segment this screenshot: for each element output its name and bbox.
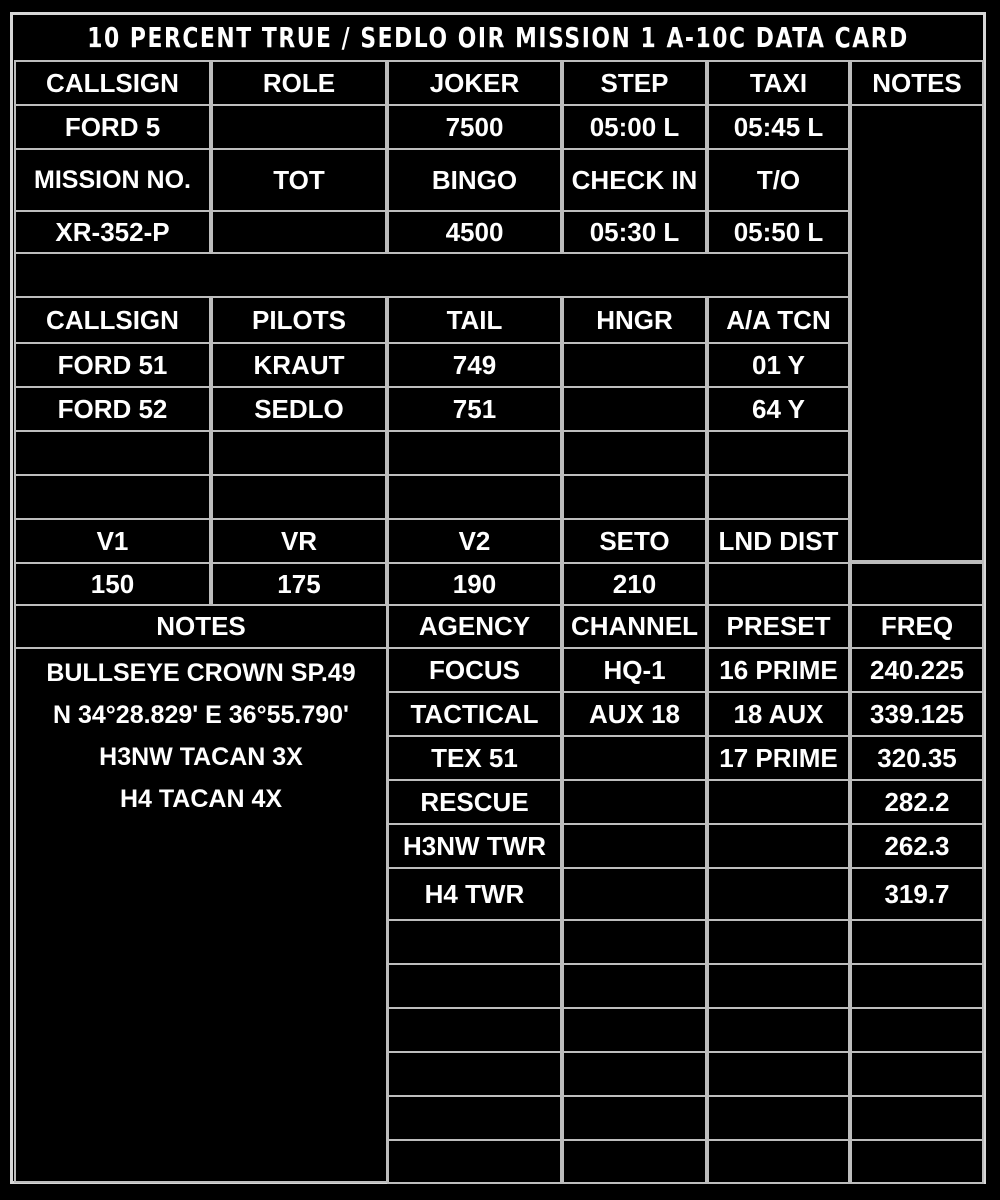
speed-value-cell bbox=[850, 562, 984, 606]
comms-cell bbox=[707, 1051, 850, 1097]
comms-cell bbox=[562, 1007, 707, 1053]
comms-header-cell: CHANNEL bbox=[562, 604, 707, 649]
spacer-row bbox=[14, 252, 850, 298]
flight-header-cell: TAIL bbox=[387, 296, 562, 344]
flight-cell bbox=[562, 386, 707, 432]
card-title: 10 PERCENT TRUE / SEDLO OIR MISSION 1 A-10C DATA CARD bbox=[87, 20, 909, 54]
flight-cell: SEDLO bbox=[211, 386, 387, 432]
speed-value-cell: 190 bbox=[387, 562, 562, 606]
flight-cell: FORD 51 bbox=[14, 342, 211, 388]
mission-header-cell: CALLSIGN bbox=[14, 60, 211, 106]
flight-header-cell: A/A TCN bbox=[707, 296, 850, 344]
comms-cell: TACTICAL bbox=[387, 691, 562, 737]
flight-cell: 64 Y bbox=[707, 386, 850, 432]
mission-header-cell: JOKER bbox=[387, 60, 562, 106]
flight-cell bbox=[707, 430, 850, 476]
mission-value-cell: 4500 bbox=[387, 210, 562, 254]
flight-cell bbox=[211, 430, 387, 476]
flight-cell: 749 bbox=[387, 342, 562, 388]
comms-cell: H4 TWR bbox=[387, 867, 562, 921]
comms-cell: TEX 51 bbox=[387, 735, 562, 781]
mission-value-cell bbox=[211, 104, 387, 150]
note-line: H4 TACAN 4X bbox=[119, 785, 283, 813]
comms-cell bbox=[387, 963, 562, 1009]
flight-header-cell: CALLSIGN bbox=[14, 296, 211, 344]
comms-cell bbox=[707, 963, 850, 1009]
comms-cell bbox=[850, 963, 984, 1009]
comms-cell bbox=[387, 1095, 562, 1141]
mission-header-cell: STEP bbox=[562, 60, 707, 106]
comms-cell bbox=[562, 919, 707, 965]
comms-cell bbox=[387, 919, 562, 965]
comms-cell bbox=[850, 1095, 984, 1141]
comms-cell bbox=[850, 919, 984, 965]
comms-cell bbox=[562, 1095, 707, 1141]
flight-cell bbox=[562, 474, 707, 520]
comms-header-cell: PRESET bbox=[707, 604, 850, 649]
speed-header-cell: SETO bbox=[562, 518, 707, 564]
comms-cell bbox=[562, 735, 707, 781]
mission-header-cell: T/O bbox=[707, 148, 850, 212]
comms-cell bbox=[387, 1051, 562, 1097]
flight-cell: 751 bbox=[387, 386, 562, 432]
flight-cell: 01 Y bbox=[707, 342, 850, 388]
comms-cell: 18 AUX bbox=[707, 691, 850, 737]
comms-cell bbox=[562, 867, 707, 921]
comms-cell bbox=[387, 1007, 562, 1053]
comms-cell bbox=[562, 963, 707, 1009]
comms-cell bbox=[387, 1139, 562, 1184]
mission-header-cell: CHECK IN bbox=[562, 148, 707, 212]
comms-cell: 339.125 bbox=[850, 691, 984, 737]
comms-header-cell: AGENCY bbox=[387, 604, 562, 649]
speed-value-cell: 150 bbox=[14, 562, 211, 606]
comms-cell bbox=[707, 867, 850, 921]
comms-cell: AUX 18 bbox=[562, 691, 707, 737]
flight-cell bbox=[14, 430, 211, 476]
mission-value-cell: 05:00 L bbox=[562, 104, 707, 150]
speed-value-cell: 210 bbox=[562, 562, 707, 606]
speed-header-cell: VR bbox=[211, 518, 387, 564]
comms-cell: H3NW TWR bbox=[387, 823, 562, 869]
comms-cell bbox=[707, 823, 850, 869]
flight-cell bbox=[707, 474, 850, 520]
mission-value-cell: FORD 5 bbox=[14, 104, 211, 150]
note-line: H3NW TACAN 3X bbox=[99, 743, 303, 771]
speed-header-cell: V1 bbox=[14, 518, 211, 564]
comms-cell: FOCUS bbox=[387, 647, 562, 693]
comms-header-cell: FREQ bbox=[850, 604, 984, 649]
speed-header-cell: V2 bbox=[387, 518, 562, 564]
comms-cell bbox=[850, 1007, 984, 1053]
comms-cell bbox=[850, 1051, 984, 1097]
comms-cell bbox=[707, 1095, 850, 1141]
mission-header-cell: BINGO bbox=[387, 148, 562, 212]
flight-cell bbox=[211, 474, 387, 520]
mission-value-cell bbox=[211, 210, 387, 254]
comms-cell bbox=[707, 919, 850, 965]
comms-cell: 319.7 bbox=[850, 867, 984, 921]
flight-header-cell: PILOTS bbox=[211, 296, 387, 344]
mission-value-cell: 05:50 L bbox=[707, 210, 850, 254]
comms-cell bbox=[562, 823, 707, 869]
flight-cell: KRAUT bbox=[211, 342, 387, 388]
notes-body bbox=[14, 647, 388, 1183]
comms-cell bbox=[562, 1051, 707, 1097]
comms-cell: 320.35 bbox=[850, 735, 984, 781]
mission-value-cell: 05:30 L bbox=[562, 210, 707, 254]
flight-cell bbox=[387, 430, 562, 476]
note-line: BULLSEYE CROWN SP.49 bbox=[46, 659, 356, 687]
mission-value-cell: 05:45 L bbox=[707, 104, 850, 150]
mission-value-cell: XR-352-P bbox=[14, 210, 211, 254]
flight-cell bbox=[14, 474, 211, 520]
comms-cell: HQ-1 bbox=[562, 647, 707, 693]
comms-cell bbox=[707, 779, 850, 825]
comms-cell: 240.225 bbox=[850, 647, 984, 693]
mission-header-cell: TOT bbox=[211, 148, 387, 212]
flight-cell bbox=[387, 474, 562, 520]
mission-value-cell: 7500 bbox=[387, 104, 562, 150]
comms-cell: 262.3 bbox=[850, 823, 984, 869]
flight-cell bbox=[562, 342, 707, 388]
comms-cell: 16 PRIME bbox=[707, 647, 850, 693]
notes-column-area bbox=[850, 104, 984, 562]
mission-header-cell: MISSION NO. bbox=[14, 148, 211, 212]
flight-header-cell: HNGR bbox=[562, 296, 707, 344]
speed-value-cell bbox=[707, 562, 850, 606]
mission-header-cell: TAXI bbox=[707, 60, 850, 106]
comms-cell: RESCUE bbox=[387, 779, 562, 825]
comms-cell bbox=[707, 1007, 850, 1053]
note-line: N 34°28.829' E 36°55.790' bbox=[53, 701, 349, 729]
comms-cell bbox=[850, 1139, 984, 1184]
comms-cell: 17 PRIME bbox=[707, 735, 850, 781]
speed-value-cell: 175 bbox=[211, 562, 387, 606]
notes-header: NOTES bbox=[14, 604, 388, 649]
flight-cell bbox=[562, 430, 707, 476]
speed-header-cell: LND DIST bbox=[707, 518, 850, 564]
comms-cell: 282.2 bbox=[850, 779, 984, 825]
comms-cell bbox=[562, 779, 707, 825]
comms-cell bbox=[707, 1139, 850, 1184]
notes-column-header: NOTES bbox=[850, 60, 984, 106]
flight-cell: FORD 52 bbox=[14, 386, 211, 432]
mission-header-cell: ROLE bbox=[211, 60, 387, 106]
comms-cell bbox=[562, 1139, 707, 1184]
